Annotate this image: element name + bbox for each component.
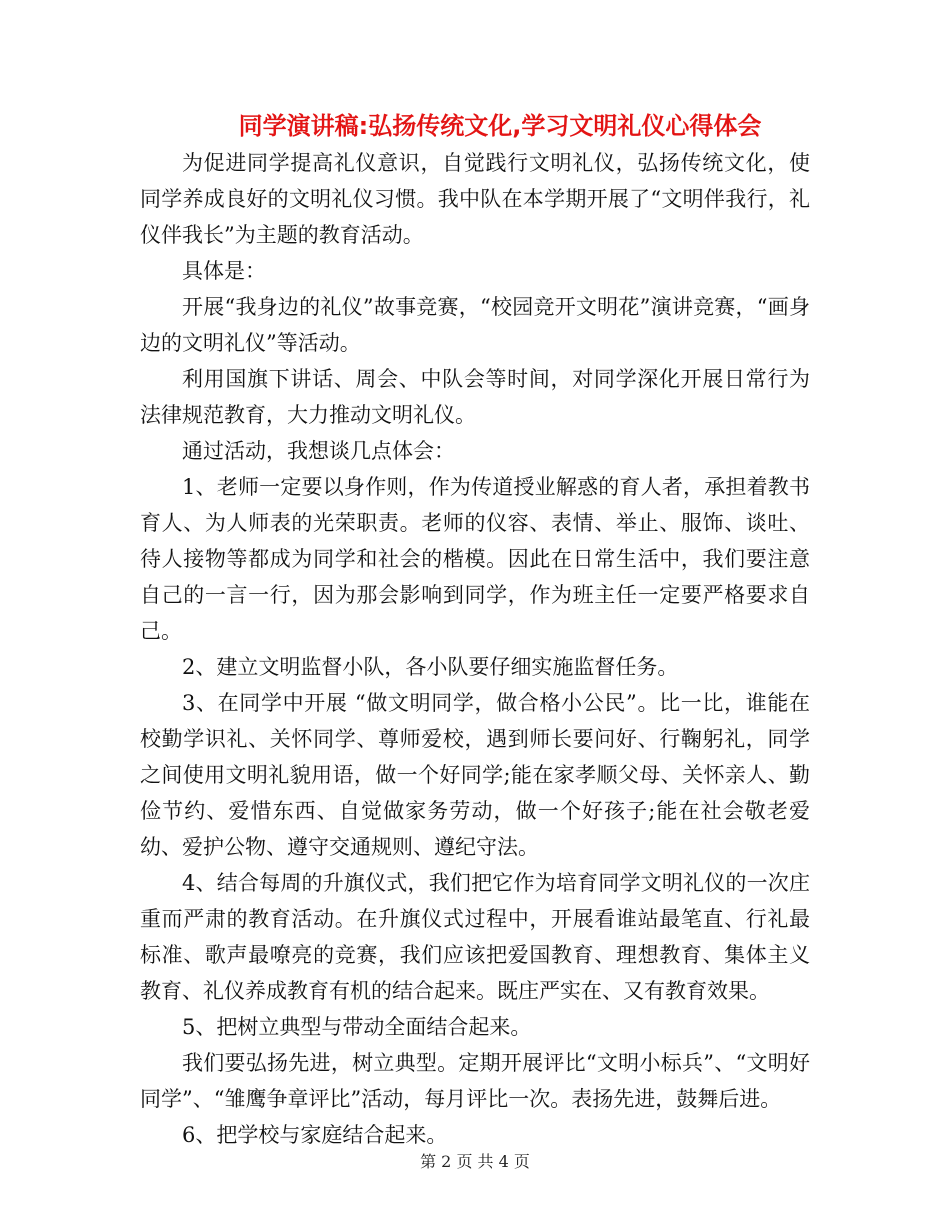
paragraph: 6、把学校与家庭结合起来。 bbox=[182, 1123, 448, 1147]
paragraph: 我们要弘扬先进，树立典型。定期开展评比“文明小标兵”、“文明好同学”、“雏鹰争章评比”活动，每月评比一次。表扬先进，鼓舞后进。 bbox=[140, 1051, 810, 1111]
paragraph: 利用国旗下讲话、周会、中队会等时间，对同学深化开展日常行为法律规范教育，大力推动文明礼仪。 bbox=[140, 367, 810, 427]
paragraph: 2、建立文明监督小队，各小队要仔细实施监督任务。 bbox=[182, 655, 679, 679]
paragraph: 3、在同学中开展 “做文明同学，做合格小公民”。比一比，谁能在校勤学识礼、关怀同学、尊师爱校，遇到师长要问好、行鞠躬礼，同学之间使用文明礼貌用语，做一个好同学;能在家孝顺父母、关怀亲人、勤俭节约、爱惜东西、自觉做家务劳动，做一个好孩子;能在社会敬老爱幼、爱护公物、遵守交通规则、遵纪守法。 bbox=[140, 691, 810, 859]
paragraph: 4、结合每周的升旗仪式，我们把它作为培育同学文明礼仪的一次庄重而严肃的教育活动。在升旗仪式过程中，开展看谁站最笔直、行礼最标准、歌声最嘹亮的竞赛，我们应该把爱国教育、理想教育、集体主义教育、礼仪养成教育有机的结合起来。既庄严实在、又有教育效果。 bbox=[140, 871, 810, 1003]
document-body bbox=[140, 145, 810, 1153]
paragraph: 1、老师一定要以身作则，作为传道授业解惑的育人者，承担着教书育人、为人师表的光荣职责。老师的仪容、表情、举止、服饰、谈吐、待人接物等都成为同学和社会的楷模。因此在日常生活中，我们要注意自己的一言一行，因为那会影响到同学，作为班主任一定要严格要求自己。 bbox=[140, 475, 810, 643]
paragraph: 为促进同学提高礼仪意识，自觉践行文明礼仪，弘扬传统文化，使同学养成良好的文明礼仪习惯。我中队在本学期开展了“文明伴我行，礼仪伴我长”为主题的教育活动。 bbox=[140, 151, 810, 247]
document-title: 同学演讲稿:弘扬传统文化,学习文明礼仪心得体会 bbox=[238, 112, 762, 140]
paragraph: 开展“我身边的礼仪”故事竞赛，“校园竞开文明花”演讲竞赛，“画身边的文明礼仪”等活动。 bbox=[140, 295, 810, 355]
paragraph: 5、把树立典型与带动全面结合起来。 bbox=[182, 1015, 532, 1039]
paragraph: 通过活动，我想谈几点体会： bbox=[182, 439, 455, 463]
page-number-footer: 第 2 页 共 4 页 bbox=[420, 1152, 530, 1171]
paragraph: 具体是： bbox=[182, 259, 266, 283]
